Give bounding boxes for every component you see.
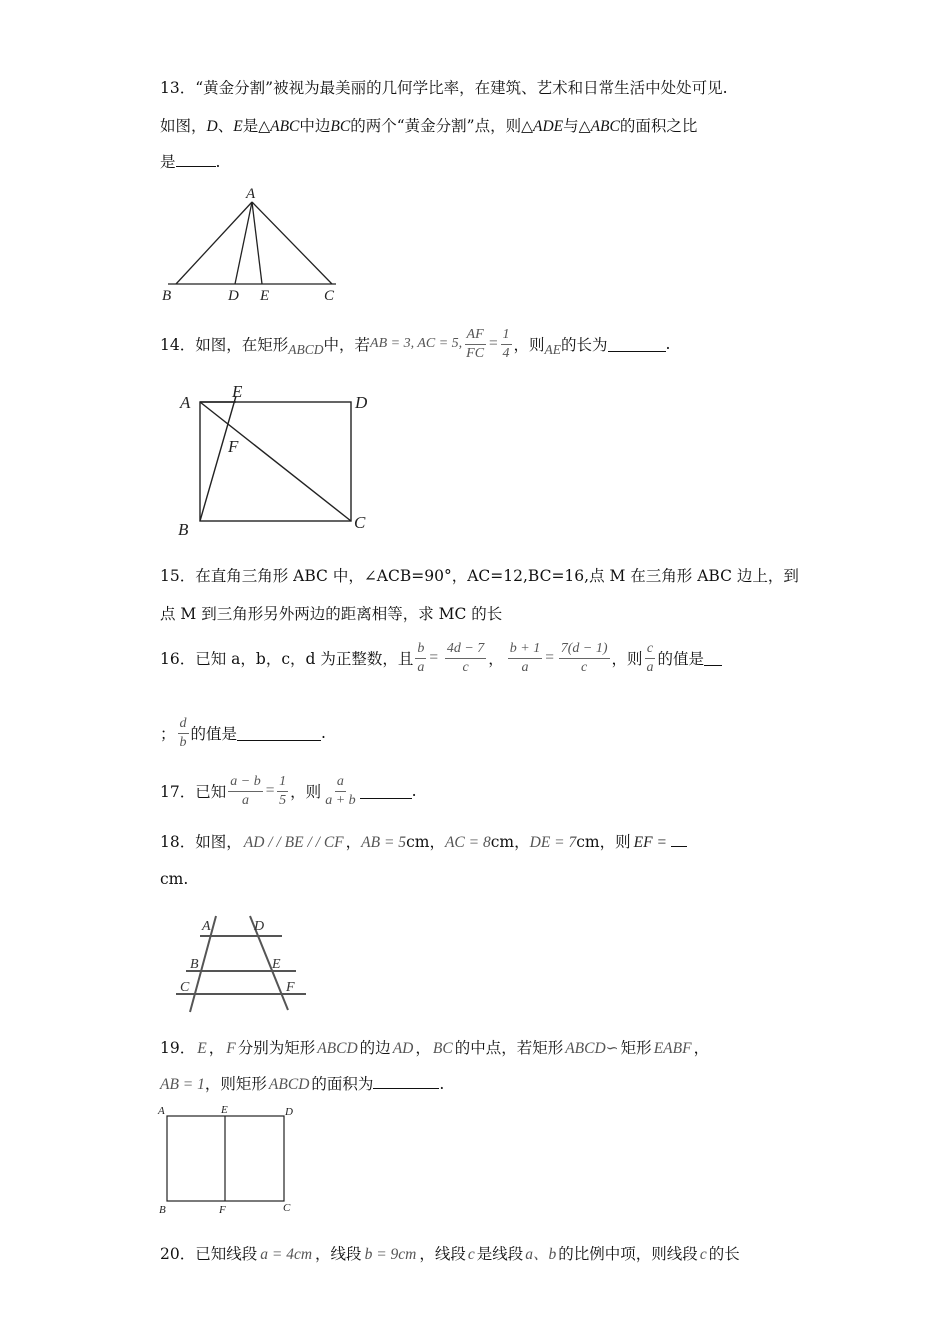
q15-line2: 点 M 到三角形另外两边的距离相等，求 MC 的长 xyxy=(160,605,503,623)
q14-line1: 14． 如图，在矩形 ABCD 中，若 AB = 3, AC = 5, $\frac{AF}{FC}$ = $\frac{1}{4}$ ，则 AE 的长为 . xyxy=(160,326,671,361)
answer-blank-c-over-a[interactable] xyxy=(704,651,722,666)
q13-line3: 是 . xyxy=(160,153,221,171)
answer-blank[interactable] xyxy=(608,337,666,352)
q18-line1: 18．如图， AD / / BE / / CF ，AB = 5cm，AC = 8cm，DE = 7cm，则 EF = xyxy=(160,830,687,852)
q19-line2: AB = 1，则矩形 ABCD 的面积为 . xyxy=(160,1075,445,1093)
label-A: A xyxy=(202,919,211,934)
label-A: A xyxy=(158,1105,165,1117)
q16-line2: ； $\frac{d}{b}$ 的值是 . xyxy=(160,715,326,750)
label-C: C xyxy=(180,980,190,995)
label-E: E xyxy=(232,382,243,401)
q15-line1: 15．在直角三角形 ABC 中，∠ACB=90°，AC=12,BC=16,点 M 在三角形 ABC 边上，到 xyxy=(160,567,799,585)
q17-line: 17． 已知 $\frac{a - b}{a}$ = $\frac{1}{5}$ ，则 $\frac{a}{a + b}$ . xyxy=(160,773,417,808)
q13-line1: 13．“黄金分割”被视为最美丽的几何学比率，在建筑、艺术和日常生活中处处可见. xyxy=(160,79,728,97)
label-E: E xyxy=(260,288,270,304)
label-F: F xyxy=(228,437,239,456)
label-C: C xyxy=(354,513,366,532)
q19-rectangle-figure xyxy=(155,1100,305,1216)
label-E: E xyxy=(272,957,281,972)
label-B: B xyxy=(190,957,199,972)
q13-triangle-figure xyxy=(160,182,350,308)
label-D: D xyxy=(285,1106,293,1118)
label-E: E xyxy=(221,1104,228,1116)
label-F: F xyxy=(219,1204,226,1216)
q20-line1: 20．已知线段 a = 4cm ，线段 b = 9cm ，线段 c 是线段 a、b 的比例中项，则线段 c 的长 xyxy=(160,1245,740,1263)
label-D: D xyxy=(355,393,368,412)
label-B: B xyxy=(159,1204,166,1216)
label-F: F xyxy=(286,980,295,995)
label-B: B xyxy=(162,288,172,304)
answer-blank-d-over-b[interactable] xyxy=(237,726,321,741)
answer-blank[interactable] xyxy=(360,784,412,799)
q16-line1: 16． 已知 a，b，c，d 为正整数，且 $\frac{b}{a}$ = $\frac{4d - 7}{c}$ ， $\frac{b + 1}{a}$ = $\frac{7(d - 1)}{c}$ ，则 $\frac{c}{a}$ 的值是 xyxy=(160,636,722,680)
label-A: A xyxy=(180,393,191,412)
answer-blank[interactable] xyxy=(671,832,687,847)
q19-line1: 19． E ， F 分别为矩形 ABCD 的边 AD ， BC 的中点，若矩形 ABCD∽ 矩形 EABF ， xyxy=(160,1039,710,1057)
label-C: C xyxy=(324,288,335,304)
label-C: C xyxy=(283,1202,291,1214)
label-D: D xyxy=(228,288,239,304)
q18-parallel-lines-figure xyxy=(170,910,310,1016)
answer-blank[interactable] xyxy=(176,152,216,167)
q13-line2: 如图，D、E是△ABC中边BC的两个“黄金分割”点，则△ADE与△ABC的面积之比 xyxy=(160,117,698,135)
label-B: B xyxy=(178,520,189,539)
q14-rectangle-figure xyxy=(172,380,382,540)
label-D: D xyxy=(254,919,265,934)
label-A: A xyxy=(246,186,256,202)
answer-blank[interactable] xyxy=(373,1074,439,1089)
q18-line2: cm. xyxy=(160,870,189,888)
